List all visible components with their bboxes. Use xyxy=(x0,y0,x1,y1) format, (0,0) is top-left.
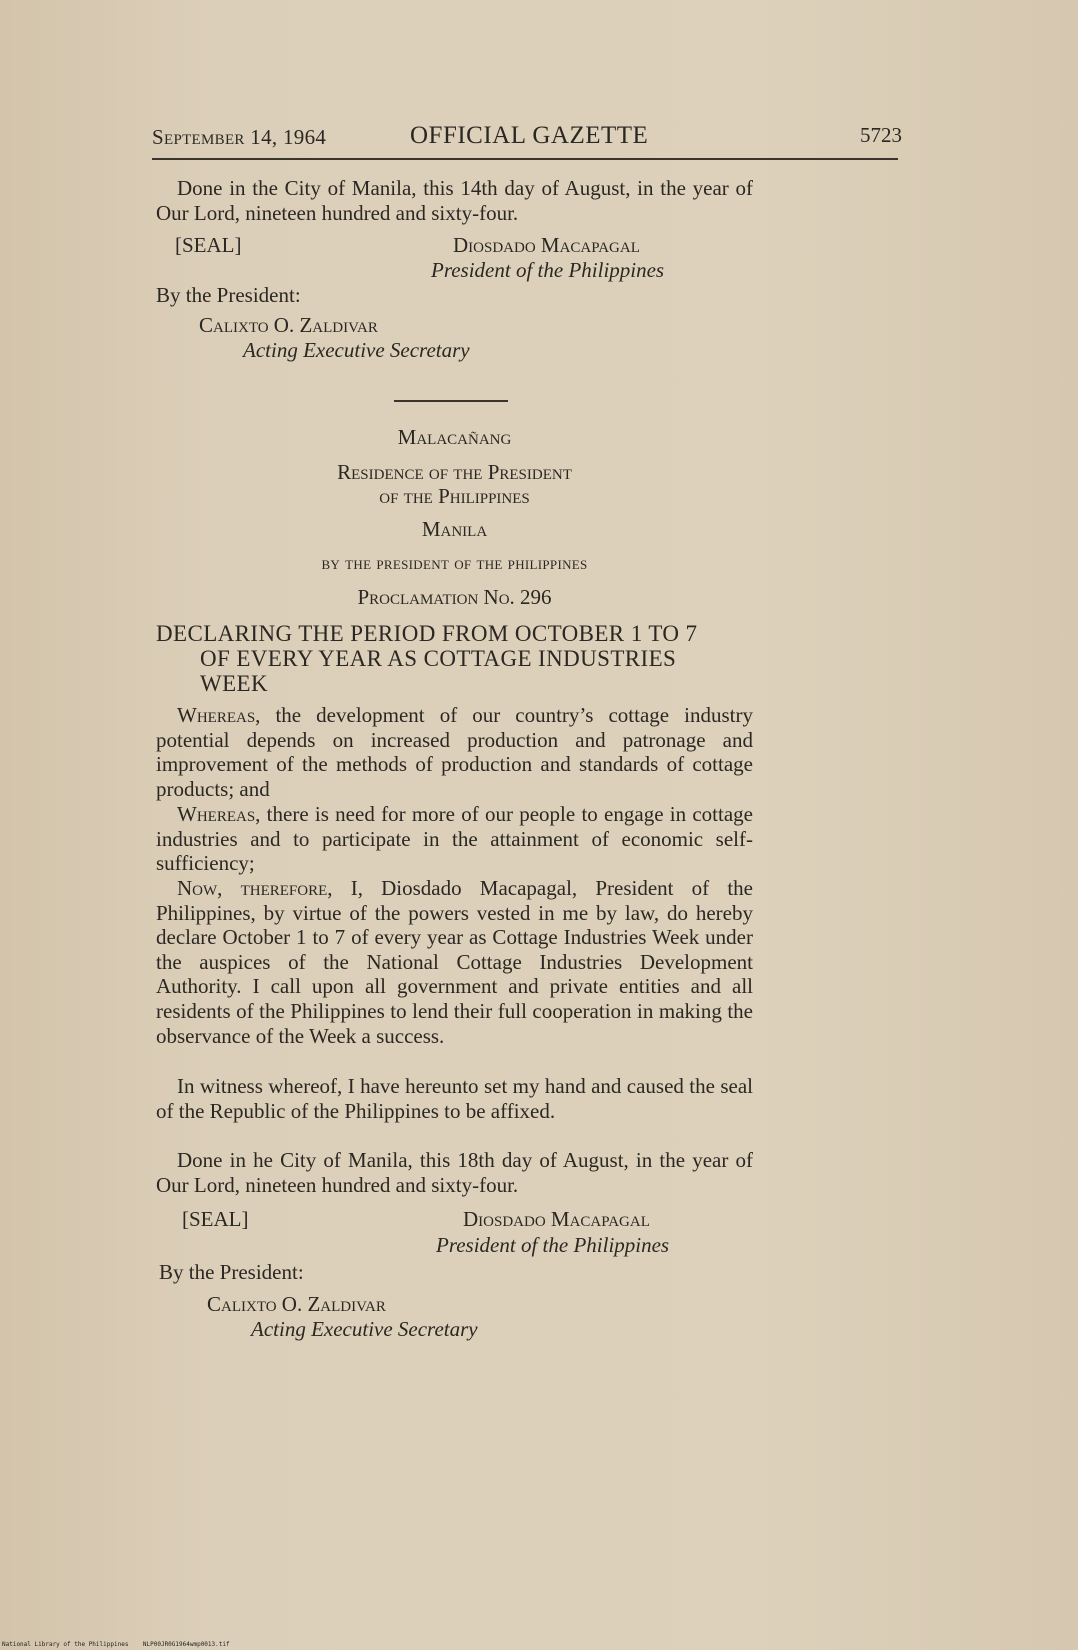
footer-file-id: NLP00JR0G1964wmp0013.tif xyxy=(142,1641,230,1648)
done-paragraph-prev: Done in the City of Manila, this 14th day of August, in the year of Our Lord, nineteen hundred and sixty-four. xyxy=(156,176,753,225)
section-divider xyxy=(394,400,508,402)
whereas-lead-1: Whereas xyxy=(177,703,256,727)
secretary-title-prev: Acting Executive Secretary xyxy=(243,338,470,362)
witness-paragraph: In witness whereof, I have hereunto set my hand and caused the seal of the Republic of the Philippines to be affixed. xyxy=(156,1074,753,1123)
by-president-prev: By the President: xyxy=(156,283,301,307)
seal-mark-prev: [SEAL] xyxy=(175,233,242,257)
now-therefore-text: , I, Diosdado Macapagal, President of the Philippines, by virtue of the powers vested in me by law, do hereby declare October 1 to 7 of every year as Cottage Industries Week under the auspices of the National Cottage Industries Development Authority. I call upon all government and private entities and all residents of the Philippines to lend their full cooperation in making the observance of the Week a success. xyxy=(156,876,754,1048)
by-the-president-heading: by the president of the philippines xyxy=(321,553,588,574)
done-paragraph: Done in he City of Manila, this 18th day of August, in the year of Our Lord, nineteen hundred and sixty-four. xyxy=(156,1148,753,1197)
header-publication-title: OFFICIAL GAZETTE xyxy=(410,122,649,149)
now-therefore-lead: Now, therefore xyxy=(177,876,328,900)
residence-line-2: of the Philippines xyxy=(379,484,530,508)
city-heading: Manila xyxy=(421,517,488,541)
header-rule xyxy=(152,158,898,160)
whereas-paragraph-2 xyxy=(156,802,753,876)
residence-line-1: Residence of the President xyxy=(337,460,572,484)
proclamation-number: Proclamation No. 296 xyxy=(357,585,552,609)
president-name-prev: Diosdado Macapagal xyxy=(453,233,640,257)
proclamation-title-line-2: OF EVERY YEAR AS COTTAGE INDUSTRIES xyxy=(200,646,677,671)
president-title: President of the Philippines xyxy=(436,1233,670,1257)
by-president: By the President: xyxy=(159,1260,304,1284)
now-therefore-paragraph xyxy=(156,876,753,1048)
proclamation-title-line-1: DECLARING THE PERIOD FROM OCTOBER 1 TO 7 xyxy=(156,621,698,646)
secretary-name: Calixto O. Zaldivar xyxy=(207,1292,386,1316)
whereas-lead-2: Whereas xyxy=(177,802,256,826)
proclamation-title-line-3: WEEK xyxy=(200,671,269,696)
footer-library: National Library of the Philippines xyxy=(2,1641,129,1648)
whereas-text-1: , the development of our country’s cottage industry potential depends on increased production and patronage and improvement of the methods of production and standards of cottage products; and xyxy=(156,703,753,801)
whereas-text-2: , there is need for more of our people to engage in cottage industries and to participate in the attainment of economic self-sufficiency; xyxy=(156,802,753,876)
seal-mark: [SEAL] xyxy=(182,1207,249,1231)
palace-heading: Malacañang xyxy=(397,425,512,449)
secretary-name-prev: Calixto O. Zaldivar xyxy=(199,313,378,337)
secretary-title: Acting Executive Secretary xyxy=(251,1317,478,1341)
president-name: Diosdado Macapagal xyxy=(463,1207,650,1231)
header-date: September 14, 1964 xyxy=(152,125,327,149)
whereas-paragraph-1 xyxy=(156,703,753,801)
scan-footer xyxy=(2,1641,230,1648)
president-title-prev: President of the Philippines xyxy=(431,258,665,282)
header-page-number: 5723 xyxy=(860,123,902,147)
